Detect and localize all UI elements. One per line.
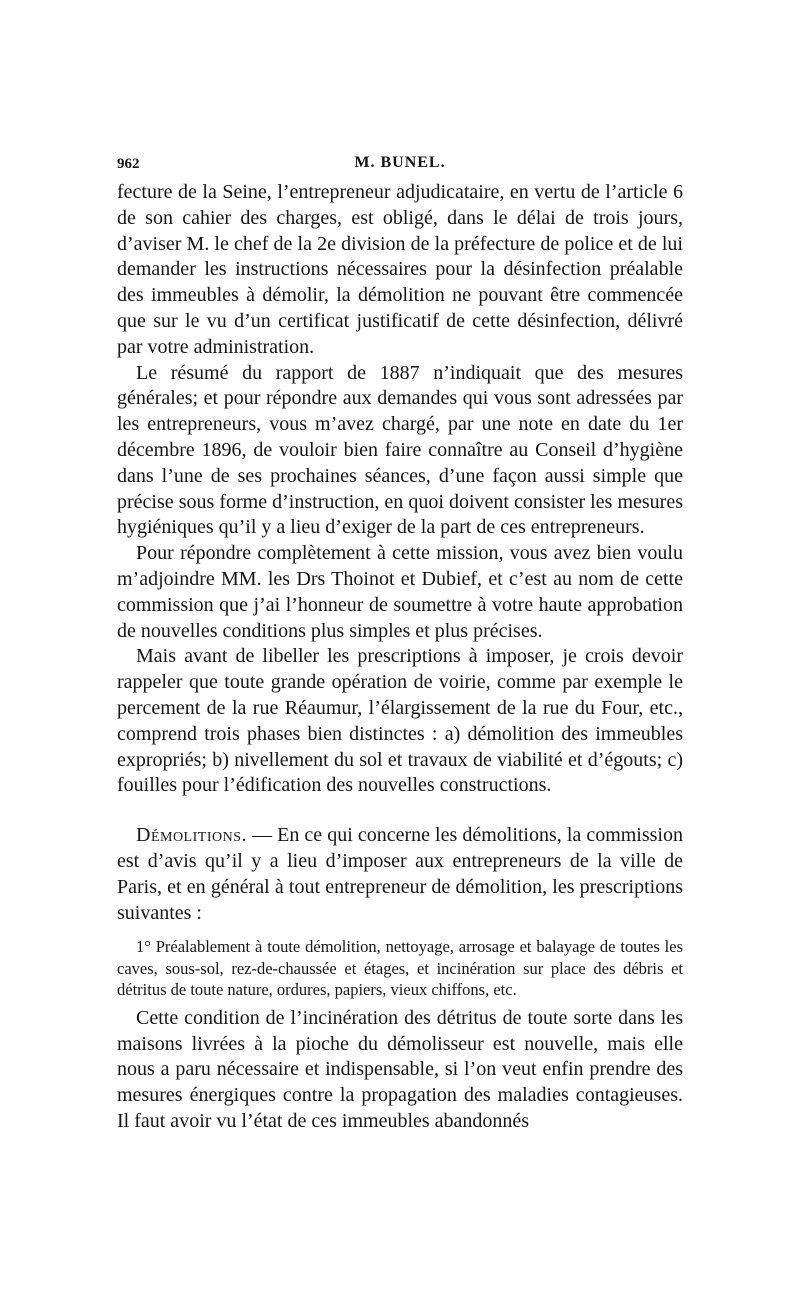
paragraph-commission: Pour répondre complètement à cette mission, vous avez bien voulu m’adjoindre MM. les Drs Thoinot et Dubief, et c’est au nom de cette commission que j’ai l’honneur de soumettre à votre haute approbation de nouvelles conditions plus simples et plus précises. [117, 542, 683, 642]
document-body [117, 180, 683, 1135]
paragraph-resume-rapport: Le résumé du rapport de 1887 n’indiquait que des mesures générales; et pour répondre aux demandes qui vous sont adressées par les entrepreneurs, vous m’avez chargé, par une note en date du 1er décembre 1896, de vouloir bien faire connaître au Conseil d’hygiène dans l’une de ses prochaines séances, d’une façon aussi simple que précise sous forme d’instruction, en quoi doivent consister les mesures hygiéniques qu’il y a lieu d’exiger de la part de ces entrepreneurs. [117, 361, 683, 539]
paragraph-continuation: fecture de la Seine, l’entrepreneur adjudicataire, en vertu de l’article 6 de son cahier des charges, est obligé, dans le délai de trois jours, d’aviser M. le chef de la 2e division de la préfecture de police et de lui demander les instructions nécessaires pour la désinfection préalable des immeubles à démolir, la démolition ne pouvant être commencée que sur le vu d’un certificat justificatif de cette désinfection, délivré par votre administration. [117, 181, 683, 358]
section-heading-demolitions: Démolitions. [136, 824, 247, 847]
prescription-item-1: 1° Préalablement à toute démolition, nettoyage, arrosage et balayage de toutes les caves, sous-sol, rez-de-chaussée et étages, et incinération sur place des débris et détritus de toute nature, ordures, papiers, vieux chiffons, etc. [117, 937, 683, 1000]
page-header [117, 152, 683, 176]
paragraph-incineration: Cette condition de l’incinération des détritus de toute sorte dans les maisons livrées à la pioche du démolisseur est nouvelle, mais elle nous a paru nécessaire et indispensable, si l’on veut enfin prendre des mesures énergiques contre la propagation des maladies contagieuses. Il faut avoir vu l’état de ces immeubles abandonnés [117, 1006, 683, 1132]
paragraph-demolitions [117, 823, 683, 926]
running-head: M. BUNEL. [354, 154, 446, 171]
section-gap [117, 799, 683, 823]
page-number: 962 [117, 156, 140, 172]
paragraph-demolitions-text: — En ce qui concerne les démolitions, la commission est d’avis qu’il y a lieu d’imposer aux entrepreneurs de la ville de Paris, et en général à tout entrepreneur de démolition, les prescriptions suivantes : [117, 824, 683, 924]
paragraph-operations-voirie: Mais avant de libeller les prescriptions à imposer, je crois devoir rappeler que toute grande opération de voirie, comme par exemple le percement de la rue Réaumur, l’élargissement de la rue du Four, etc., comprend trois phases bien distinctes : a) démolition des immeubles expropriés; b) nivellement du sol et travaux de viabilité et d’égouts; c) fouilles pour l’édification des nouvelles constructions. [117, 645, 683, 797]
